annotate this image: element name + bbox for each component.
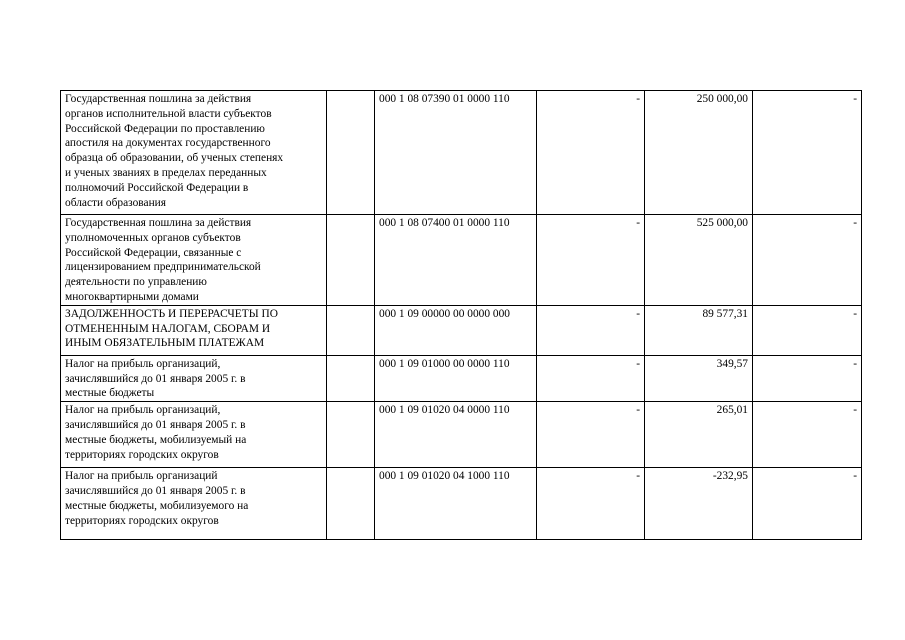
row-extra-cell	[327, 91, 375, 215]
row-value-1: -	[537, 468, 645, 540]
row-name: Государственная пошлина за действия уполномоченных органов субъектов Российской Федерации, связанные с лицензированием предпринимательской деятельности по управлению многоквартирными домами	[65, 217, 261, 303]
row-extra-cell	[327, 355, 375, 401]
table-row	[61, 355, 862, 401]
row-value-2: 525 000,00	[645, 215, 753, 306]
row-extra-cell	[327, 305, 375, 355]
row-value-1: -	[537, 91, 645, 215]
row-name-cell	[61, 91, 327, 215]
row-name-cell	[61, 468, 327, 540]
row-name-cell	[61, 355, 327, 401]
row-value-1: -	[537, 215, 645, 306]
row-value-2: 250 000,00	[645, 91, 753, 215]
row-value-2: 89 577,31	[645, 305, 753, 355]
row-name: Налог на прибыль организаций, зачислявшийся до 01 января 2005 г. в местные бюджеты, мобилизуемый на территориях городских округов	[65, 404, 247, 461]
row-name: ЗАДОЛЖЕННОСТЬ И ПЕРЕРАСЧЕТЫ ПО ОТМЕНЕННЫМ НАЛОГАМ, СБОРАМ И ИНЫМ ОБЯЗАТЕЛЬНЫМ ПЛАТЕЖАМ	[65, 307, 278, 350]
row-code: 000 1 09 00000 00 0000 000	[375, 305, 537, 355]
row-value-1: -	[537, 305, 645, 355]
row-name: Налог на прибыль организаций зачислявшийся до 01 января 2005 г. в местные бюджеты, мобилизуемого на территориях городских округов	[65, 470, 249, 527]
row-value-3: -	[753, 91, 862, 215]
row-value-3: -	[753, 215, 862, 306]
row-extra-cell	[327, 402, 375, 468]
row-value-3: -	[753, 402, 862, 468]
row-value-3: -	[753, 468, 862, 540]
row-extra-cell	[327, 215, 375, 306]
table-row	[61, 305, 862, 355]
row-value-2: 349,57	[645, 355, 753, 401]
table-row	[61, 91, 862, 215]
row-code: 000 1 09 01020 04 0000 110	[375, 402, 537, 468]
row-code: 000 1 09 01020 04 1000 110	[375, 468, 537, 540]
table-row	[61, 468, 862, 540]
row-value-3: -	[753, 355, 862, 401]
row-name-cell	[61, 402, 327, 468]
row-code: 000 1 09 01000 00 0000 110	[375, 355, 537, 401]
row-value-2: 265,01	[645, 402, 753, 468]
row-code: 000 1 08 07400 01 0000 110	[375, 215, 537, 306]
row-name: Государственная пошлина за действия органов исполнительной власти субъектов Российской Федерации по проставлению апостиля на документах государственного образца об образовании, об ученых степенях и ученых званиях в пределах переданных полномочий Российской Федерации в области образования	[65, 93, 284, 209]
row-value-1: -	[537, 402, 645, 468]
row-value-2: -232,95	[645, 468, 753, 540]
budget-income-table	[60, 90, 862, 540]
row-extra-cell	[327, 468, 375, 540]
row-value-3: -	[753, 305, 862, 355]
row-code: 000 1 08 07390 01 0000 110	[375, 91, 537, 215]
row-value-1: -	[537, 355, 645, 401]
row-name-cell	[61, 305, 327, 355]
row-name: Налог на прибыль организаций, зачислявшийся до 01 января 2005 г. в местные бюджеты	[65, 357, 246, 400]
table-row	[61, 402, 862, 468]
table-row	[61, 215, 862, 306]
row-name-cell	[61, 215, 327, 306]
